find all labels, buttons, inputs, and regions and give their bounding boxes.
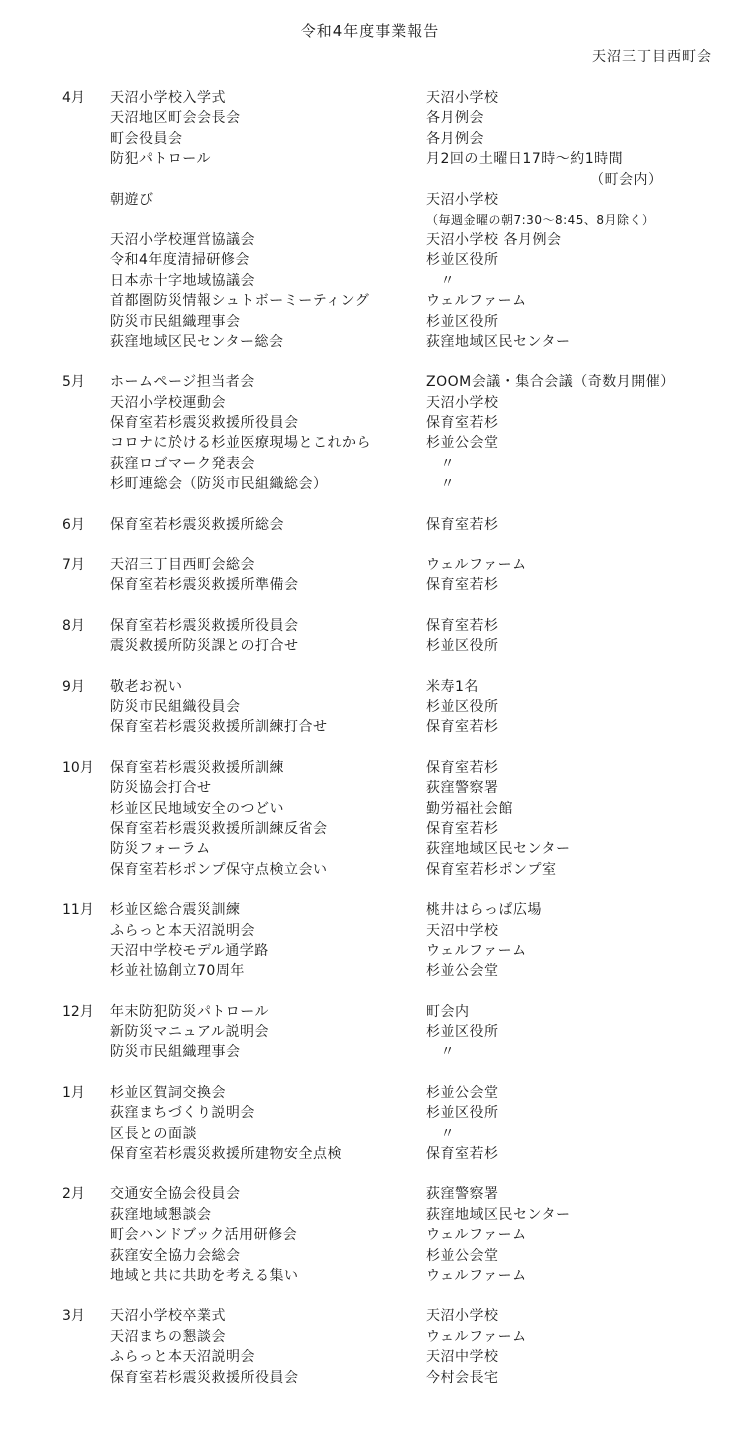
event-place: 〃	[426, 1044, 455, 1061]
event-name: 天沼小学校運営協議会	[110, 231, 255, 248]
event-place: 月2回の土曜日17時〜約1時間	[426, 151, 624, 168]
event-name: 天沼まちの懇談会	[110, 1328, 226, 1345]
event-place: 町会内	[426, 1003, 470, 1020]
activity-row	[0, 1144, 740, 1164]
activity-row	[0, 433, 740, 453]
event-place: 杉並区役所	[426, 252, 499, 269]
activity-row	[0, 758, 740, 778]
event-name: 保育室若杉ポンプ保守点検立会い	[110, 861, 328, 878]
event-place: 天沼中学校	[426, 1349, 499, 1366]
activity-row	[0, 1124, 740, 1144]
event-place: 天沼小学校	[426, 90, 499, 106]
event-place: 天沼小学校	[426, 191, 499, 208]
activity-row	[0, 1103, 740, 1123]
event-place: 米寿1名	[426, 678, 479, 695]
place-note: （町会内）	[590, 171, 663, 188]
event-place: 荻窪地域区民センター	[426, 1206, 571, 1223]
event-place: ZOOM会議・集合会議（奇数月開催）	[426, 374, 675, 391]
month-block	[0, 88, 740, 352]
activity-row	[0, 941, 740, 961]
activity-row	[0, 860, 740, 880]
event-name: 杉並区総合震災訓練	[110, 902, 241, 919]
activity-row	[0, 575, 740, 595]
event-place: 保育室若杉	[426, 820, 499, 837]
activity-row	[0, 1347, 740, 1367]
month-label: 2月	[62, 1186, 85, 1203]
event-name: 杉並区賀詞交換会	[110, 1084, 226, 1101]
month-label: 7月	[62, 557, 85, 574]
activity-row	[0, 332, 740, 352]
month-block	[0, 900, 740, 982]
event-name: 区長との面談	[110, 1125, 197, 1142]
activity-row	[0, 819, 740, 839]
event-name: 保育室若杉震災救援所訓練打合せ	[110, 719, 328, 736]
event-name: 天沼地区町会会長会	[110, 110, 241, 127]
activity-row	[0, 190, 740, 210]
activity-row	[0, 717, 740, 737]
event-place: 杉並公会堂	[426, 435, 499, 452]
month-label: 11月	[62, 902, 94, 919]
month-block	[0, 372, 740, 494]
month-block	[0, 515, 740, 535]
activity-row	[0, 230, 740, 250]
activity-row	[0, 1083, 740, 1103]
event-name: 敬老お祝い	[110, 678, 183, 695]
event-place: ウェルファーム	[426, 293, 527, 310]
event-name: 防災市民組織役員会	[110, 698, 241, 715]
event-name: 天沼中学校モデル通学路	[110, 942, 269, 959]
event-name: 防災フォーラム	[110, 841, 211, 858]
event-name: 保育室若杉震災救援所総会	[110, 516, 284, 533]
activity-row	[0, 1022, 740, 1042]
event-place: 天沼中学校	[426, 922, 499, 939]
event-place: ウェルファーム	[426, 557, 527, 574]
event-name: 荻窪安全協力会総会	[110, 1247, 241, 1264]
activity-row	[0, 900, 740, 920]
event-name: ホームページ担当者会	[110, 374, 255, 391]
event-name: 保育室若杉震災救援所建物安全点検	[110, 1146, 342, 1163]
activity-row	[0, 88, 740, 108]
event-name: 町会役員会	[110, 130, 183, 147]
event-name: 地域と共に共助を考える集い	[110, 1267, 299, 1284]
event-place: 保育室若杉	[426, 617, 499, 634]
activity-row	[0, 1002, 740, 1022]
activity-row	[0, 1246, 740, 1266]
event-place: 各月例会	[426, 130, 484, 147]
event-name: 荻窪地域区民センター総会	[110, 333, 284, 350]
event-place: 荻窪警察署	[426, 1186, 499, 1203]
activity-row	[0, 799, 740, 819]
activity-row	[0, 961, 740, 981]
activity-row	[0, 1368, 740, 1388]
event-place: 〃	[426, 1125, 455, 1142]
month-label: 1月	[62, 1084, 85, 1101]
event-name: 天沼小学校入学式	[110, 90, 226, 106]
event-name: ふらっと本天沼説明会	[110, 1349, 255, 1366]
activity-row	[0, 778, 740, 798]
event-place: 杉並公会堂	[426, 1084, 499, 1101]
event-place: 杉並区役所	[426, 313, 499, 330]
event-name: 防犯パトロール	[110, 151, 211, 168]
month-label: 4月	[62, 90, 85, 106]
event-place: 荻窪地域区民センター	[426, 841, 571, 858]
event-place: 天沼小学校	[426, 1308, 499, 1325]
event-name: 交通安全協会役員会	[110, 1186, 241, 1203]
event-name: 杉並区民地域安全のつどい	[110, 800, 284, 817]
event-name: 天沼三丁目西町会総会	[110, 557, 255, 574]
event-place: 天沼小学校 各月例会	[426, 231, 562, 248]
month-label: 9月	[62, 678, 85, 695]
month-label: 5月	[62, 374, 85, 391]
event-place: 保育室若杉	[426, 516, 499, 533]
event-name: 震災救援所防災課との打合せ	[110, 638, 299, 655]
event-place: 各月例会	[426, 110, 484, 127]
month-label: 12月	[62, 1003, 94, 1020]
event-place: 杉並区役所	[426, 638, 499, 655]
event-name: ふらっと本天沼説明会	[110, 922, 255, 939]
month-block	[0, 1184, 740, 1286]
organization-name: 天沼三丁目西町会	[592, 49, 712, 65]
activity-row	[0, 312, 740, 332]
event-name: 荻窪まちづくり説明会	[110, 1105, 255, 1122]
month-label: 6月	[62, 516, 85, 533]
event-place: 保育室若杉	[426, 1146, 499, 1163]
activity-row	[0, 149, 740, 169]
event-name: 保育室若杉震災救援所準備会	[110, 577, 299, 594]
month-label: 8月	[62, 617, 85, 634]
activity-row	[0, 372, 740, 392]
event-name: 保育室若杉震災救援所役員会	[110, 1369, 299, 1386]
event-place: 杉並公会堂	[426, 963, 499, 980]
event-name: 日本赤十字地域協議会	[110, 272, 255, 289]
event-place: ウェルファーム	[426, 1328, 527, 1345]
event-place: 荻窪警察署	[426, 780, 499, 797]
event-name: 保育室若杉震災救援所訓練	[110, 759, 284, 776]
activity-row	[0, 1306, 740, 1326]
event-name: 新防災マニュアル説明会	[110, 1024, 269, 1041]
event-name: 天沼小学校卒業式	[110, 1308, 226, 1325]
activity-row	[0, 1042, 740, 1062]
event-place: 〃	[426, 455, 455, 472]
event-place: 保育室若杉	[426, 577, 499, 594]
event-place: 保育室若杉	[426, 415, 499, 432]
event-name: 杉町連総会（防災市民組織総会）	[110, 476, 328, 493]
event-name: 保育室若杉震災救援所役員会	[110, 415, 299, 432]
activity-row	[0, 1225, 740, 1245]
place-note: （毎週金曜の朝7:30〜8:45、8月除く）	[426, 212, 655, 227]
activity-row	[0, 210, 740, 230]
event-name: 保育室若杉震災救援所訓練反省会	[110, 820, 328, 837]
activity-row	[0, 1184, 740, 1204]
event-name: 防災市民組織理事会	[110, 1044, 241, 1061]
month-block	[0, 1306, 740, 1388]
activity-row	[0, 474, 740, 494]
month-label: 3月	[62, 1308, 85, 1325]
activity-row	[0, 129, 740, 149]
activity-row	[0, 393, 740, 413]
event-place: 杉並区役所	[426, 1105, 499, 1122]
event-name: 荻窪地域懇談会	[110, 1206, 212, 1223]
event-place: 勤労福社会館	[426, 800, 513, 817]
event-name: 年末防犯防災パトロール	[110, 1003, 269, 1020]
event-place: 〃	[426, 272, 455, 289]
report-title: 令和4年度事業報告	[300, 22, 440, 40]
month-block	[0, 1083, 740, 1165]
activity-row	[0, 271, 740, 291]
activity-row	[0, 250, 740, 270]
event-name: 防災市民組織理事会	[110, 313, 241, 330]
event-place: 天沼小学校	[426, 394, 499, 411]
month-block	[0, 555, 740, 596]
event-place: 杉並公会堂	[426, 1247, 499, 1264]
event-place: 杉並区役所	[426, 698, 499, 715]
activity-row	[0, 1205, 740, 1225]
event-name: コロナに於ける杉並医療現場とこれから	[110, 435, 371, 452]
event-place: 保育室若杉	[426, 719, 499, 736]
event-name: 杉並社協創立70周年	[110, 963, 245, 980]
event-name: 防災協会打合せ	[110, 780, 212, 797]
event-name: 首都圏防災情報シュトボーミーティング	[110, 293, 370, 310]
activity-row	[0, 921, 740, 941]
month-block	[0, 758, 740, 880]
monthly-activity-list	[0, 88, 740, 1408]
activity-row	[0, 1327, 740, 1347]
activity-row	[0, 677, 740, 697]
event-name: 朝遊び	[110, 191, 154, 208]
activity-row	[0, 839, 740, 859]
activity-row	[0, 616, 740, 636]
event-place: 今村会長宅	[426, 1369, 499, 1386]
event-place: 荻窪地域区民センター	[426, 333, 571, 350]
activity-row	[0, 636, 740, 656]
month-block	[0, 1002, 740, 1063]
activity-row	[0, 697, 740, 717]
activity-row	[0, 1266, 740, 1286]
activity-row	[0, 555, 740, 575]
event-name: 町会ハンドブック活用研修会	[110, 1227, 298, 1244]
month-block	[0, 616, 740, 657]
activity-row	[0, 108, 740, 128]
event-place: 保育室若杉ポンプ室	[426, 861, 557, 878]
event-name: 令和4年度清掃研修会	[110, 252, 250, 269]
activity-row	[0, 291, 740, 311]
event-place: ウェルファーム	[426, 942, 527, 959]
month-block	[0, 677, 740, 738]
event-name: 天沼小学校運動会	[110, 394, 226, 411]
month-label: 10月	[62, 759, 94, 776]
event-place: 桃井はらっぱ広場	[426, 902, 542, 919]
event-place: ウェルファーム	[426, 1227, 527, 1244]
event-place: 〃	[426, 476, 455, 493]
activity-row	[0, 454, 740, 474]
event-place: 杉並区役所	[426, 1024, 499, 1041]
event-name: 保育室若杉震災救援所役員会	[110, 617, 299, 634]
event-place: ウェルファーム	[426, 1267, 527, 1284]
event-place: 保育室若杉	[426, 759, 499, 776]
event-name: 荻窪ロゴマーク発表会	[110, 455, 255, 472]
activity-row	[0, 515, 740, 535]
activity-row	[0, 413, 740, 433]
activity-row	[0, 170, 740, 190]
